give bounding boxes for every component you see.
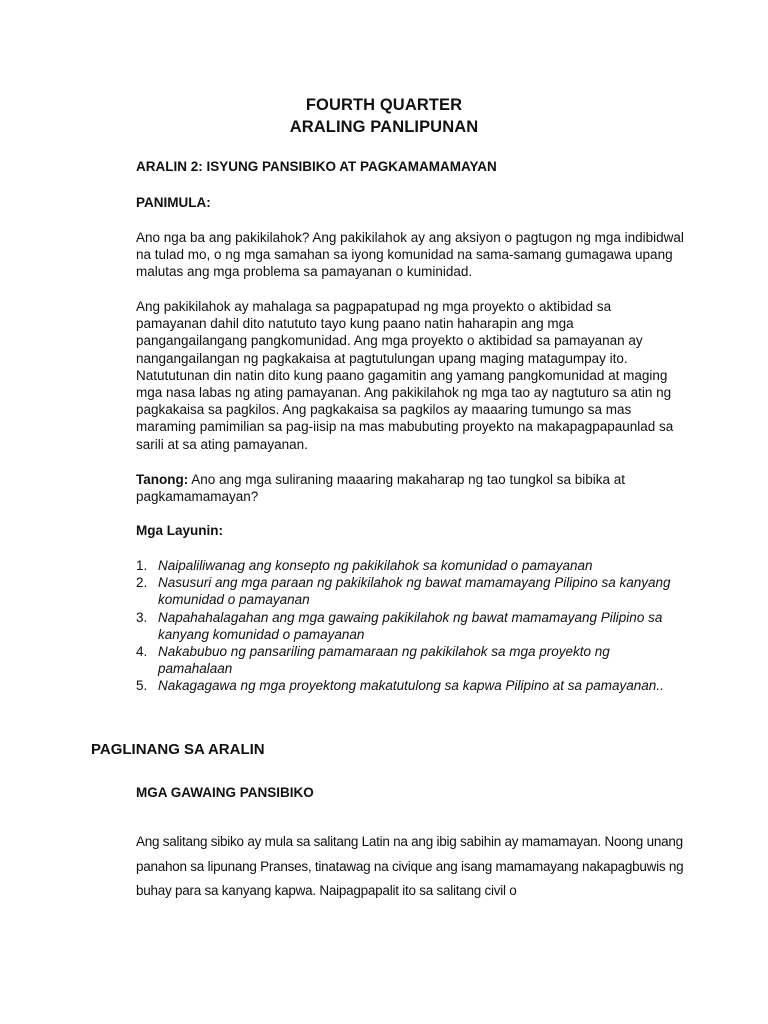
intro-paragraph-2: Ang pakikilahok ay mahalaga sa pagpapatupad ng mga proyekto o aktibidad sa pamayanan dahil dito natututo tayo kung paano natin haharapin ang mga pangangailangang pangkomunidad. Ang mga proyekto o aktibidad sa pamayanan ay nangangailangan ng pagkakaisa at pagtutulungan upang maging matagumpay ito. Natututunan din natin dito kung paano gagamitin ang yamang pangkomunidad at maging mga nasa labas ng ating pamayanan. Ang pakikilahok ng mga tao ay nagtuturo sa atin ng pagkakaisa sa pagkilos. Ang pagkakaisa sa pagkilos ay maaaring tumungo sa mas maraming pamimilian sa pag-iisip na mas mabubuting proyekto na makapagpapaunlad sa sarili at sa ating pamayanan. bbox=[136, 299, 674, 452]
objective-item bbox=[136, 643, 684, 677]
objectives-list bbox=[136, 557, 684, 695]
objective-number: 4. bbox=[136, 644, 148, 660]
body-paragraph-3: Ang salitang sibiko ay mula sa salitang Latin na ang ibig sabihin ay mamamayan. Noong unang panahon sa lipunang Pranses, tinatawag na civique ang isang mamamayang nakapagbuwis ng buhay para sa kanyang kapwa. Naipagpapalit ito sa salitang civil o bbox=[136, 834, 684, 898]
objective-text: Nasusuri ang mga paraan ng pakikilahok ng bawat mamamayang Pilipino sa kanyang komunidad o pamayanan bbox=[158, 575, 671, 608]
subsection-heading: MGA GAWAING PANSIBIKO bbox=[136, 785, 314, 800]
section-heading: PAGLINANG SA ARALIN bbox=[91, 741, 265, 758]
objective-number: 1. bbox=[136, 558, 148, 573]
objective-text: Naipaliliwanag ang konsepto ng pakikilahok sa komunidad o pamayanan bbox=[158, 558, 593, 573]
quarter-title: FOURTH QUARTER bbox=[305, 96, 463, 114]
objective-text: Nakagagawa ng mga proyektong makatutulong sa kapwa Pilipino at sa pamayanan.. bbox=[158, 678, 664, 694]
subject-title: ARALING PANLIPUNAN bbox=[289, 118, 479, 136]
objective-text: Napahahalagahan ang mga gawaing pakikilahok ng bawat mamamayang Pilipino sa kanyang komunidad o pamayanan bbox=[158, 609, 663, 642]
objective-number: 3. bbox=[136, 609, 148, 625]
objective-number: 2. bbox=[136, 575, 148, 591]
objective-item bbox=[136, 609, 684, 643]
intro-heading: PANIMULA: bbox=[136, 195, 211, 210]
objectives-heading: Mga Layunin: bbox=[136, 523, 223, 538]
question-paragraph bbox=[136, 471, 684, 505]
objective-number: 5. bbox=[136, 678, 148, 694]
objective-item bbox=[136, 677, 684, 694]
document-title-block bbox=[0, 94, 768, 138]
intro-paragraph-1: Ano nga ba ang pakikilahok? Ang pakikilahok ay ang aksiyon o pagtugon ng mga indibidwal na tulad mo, o ng mga samahan sa iyong komunidad na sama-samang gumagawa upang malutas ang mga problema sa pamayanan o kuminidad. bbox=[136, 230, 684, 280]
question-label: Tanong: bbox=[136, 472, 189, 487]
objective-text: Nakabubuo ng pansariling pamamaraan ng pakikilahok sa mga proyekto ng pamahalaan bbox=[158, 644, 610, 677]
lesson-heading: ARALIN 2: ISYUNG PANSIBIKO AT PAGKAMAMAMAYAN bbox=[136, 159, 497, 174]
objective-item bbox=[136, 557, 684, 574]
objective-item bbox=[136, 574, 684, 608]
question-text: Ano ang mga suliraning maaaring makaharap ng tao tungkol sa bibika at pagkamamamayan? bbox=[136, 472, 626, 505]
